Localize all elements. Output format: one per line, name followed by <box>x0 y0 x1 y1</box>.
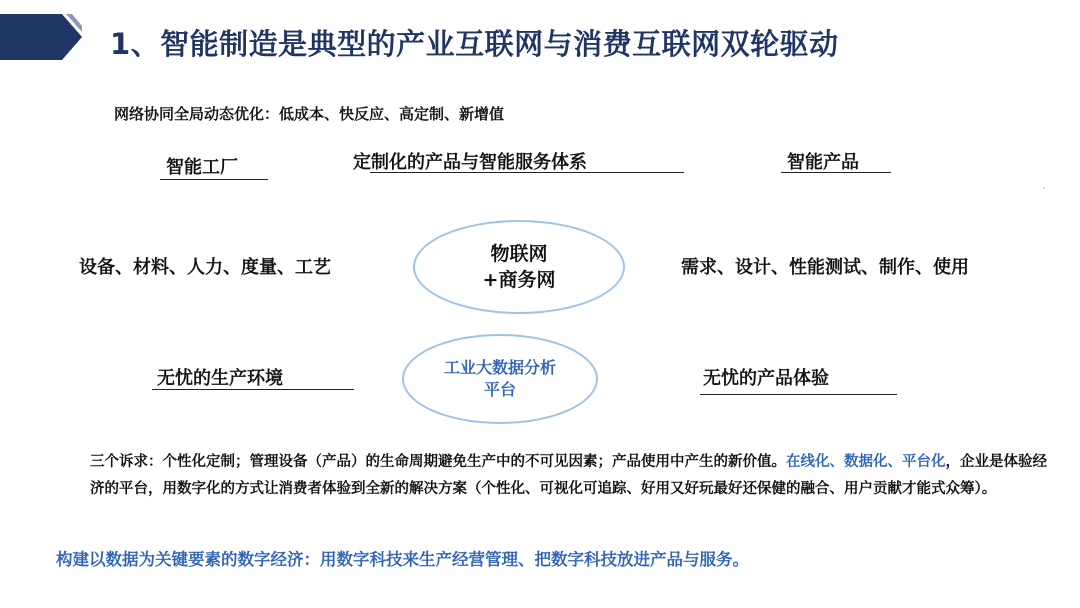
underline-smart-factory <box>160 179 268 180</box>
underline-custom-service-system <box>370 172 684 173</box>
label-smart-factory: 智能工厂 <box>166 157 238 178</box>
label-smart-product: 智能产品 <box>787 152 859 173</box>
ellipse-platform-line2: 平台 <box>483 380 516 399</box>
paragraph-part2: ，企业是体验经济的平台，用数字化的方式让消费者体验到全新的解决方案（个性化、可视化可追踪、好用又好玩最好还保健的融合、用户贡献才能式众筹）。 <box>90 454 1047 497</box>
paragraph-part1: 三个诉求：个性化定制；管理设备（产品）的生命周期避免生产中的不可见因素；产品使用中产生的新价值。 <box>90 454 786 470</box>
ellipse-iot-line2: +商务网 <box>482 269 556 291</box>
label-factory-inputs: 设备、材料、人力、度量、工艺 <box>79 257 331 278</box>
underline-smart-product <box>781 172 891 173</box>
ellipse-big-data-platform <box>402 334 598 424</box>
label-worry-free-production: 无忧的生产环境 <box>157 368 283 389</box>
label-worry-free-experience: 无忧的产品体验 <box>703 368 829 389</box>
underline-worry-free-experience <box>700 394 897 395</box>
description-paragraph <box>90 449 1052 503</box>
underline-worry-free-production <box>152 389 354 390</box>
label-custom-service-system: 定制化的产品与智能服务体系 <box>353 152 587 173</box>
label-product-lifecycle: 需求、设计、性能测试、制作、使用 <box>681 257 969 278</box>
title-tab-decoration <box>0 14 82 60</box>
ellipse-platform-line1: 工业大数据分析 <box>443 358 556 377</box>
paragraph-highlight: 在线化、数据化、平台化 <box>786 454 946 470</box>
ellipse-iot-commerce <box>413 220 625 314</box>
subtitle: 网络协同全局动态优化：低成本、快反应、高定制、新增值 <box>114 105 505 123</box>
page-title: 1、智能制造是典型的产业互联网与消费互联网双轮驱动 <box>110 27 839 61</box>
ellipse-iot-line1: 物联网 <box>490 243 548 265</box>
bottom-summary: 构建以数据为关键要素的数字经济：用数字科技来生产经营管理、把数字科技放进产品与服务。 <box>56 550 749 569</box>
decorative-dot <box>1043 187 1045 189</box>
